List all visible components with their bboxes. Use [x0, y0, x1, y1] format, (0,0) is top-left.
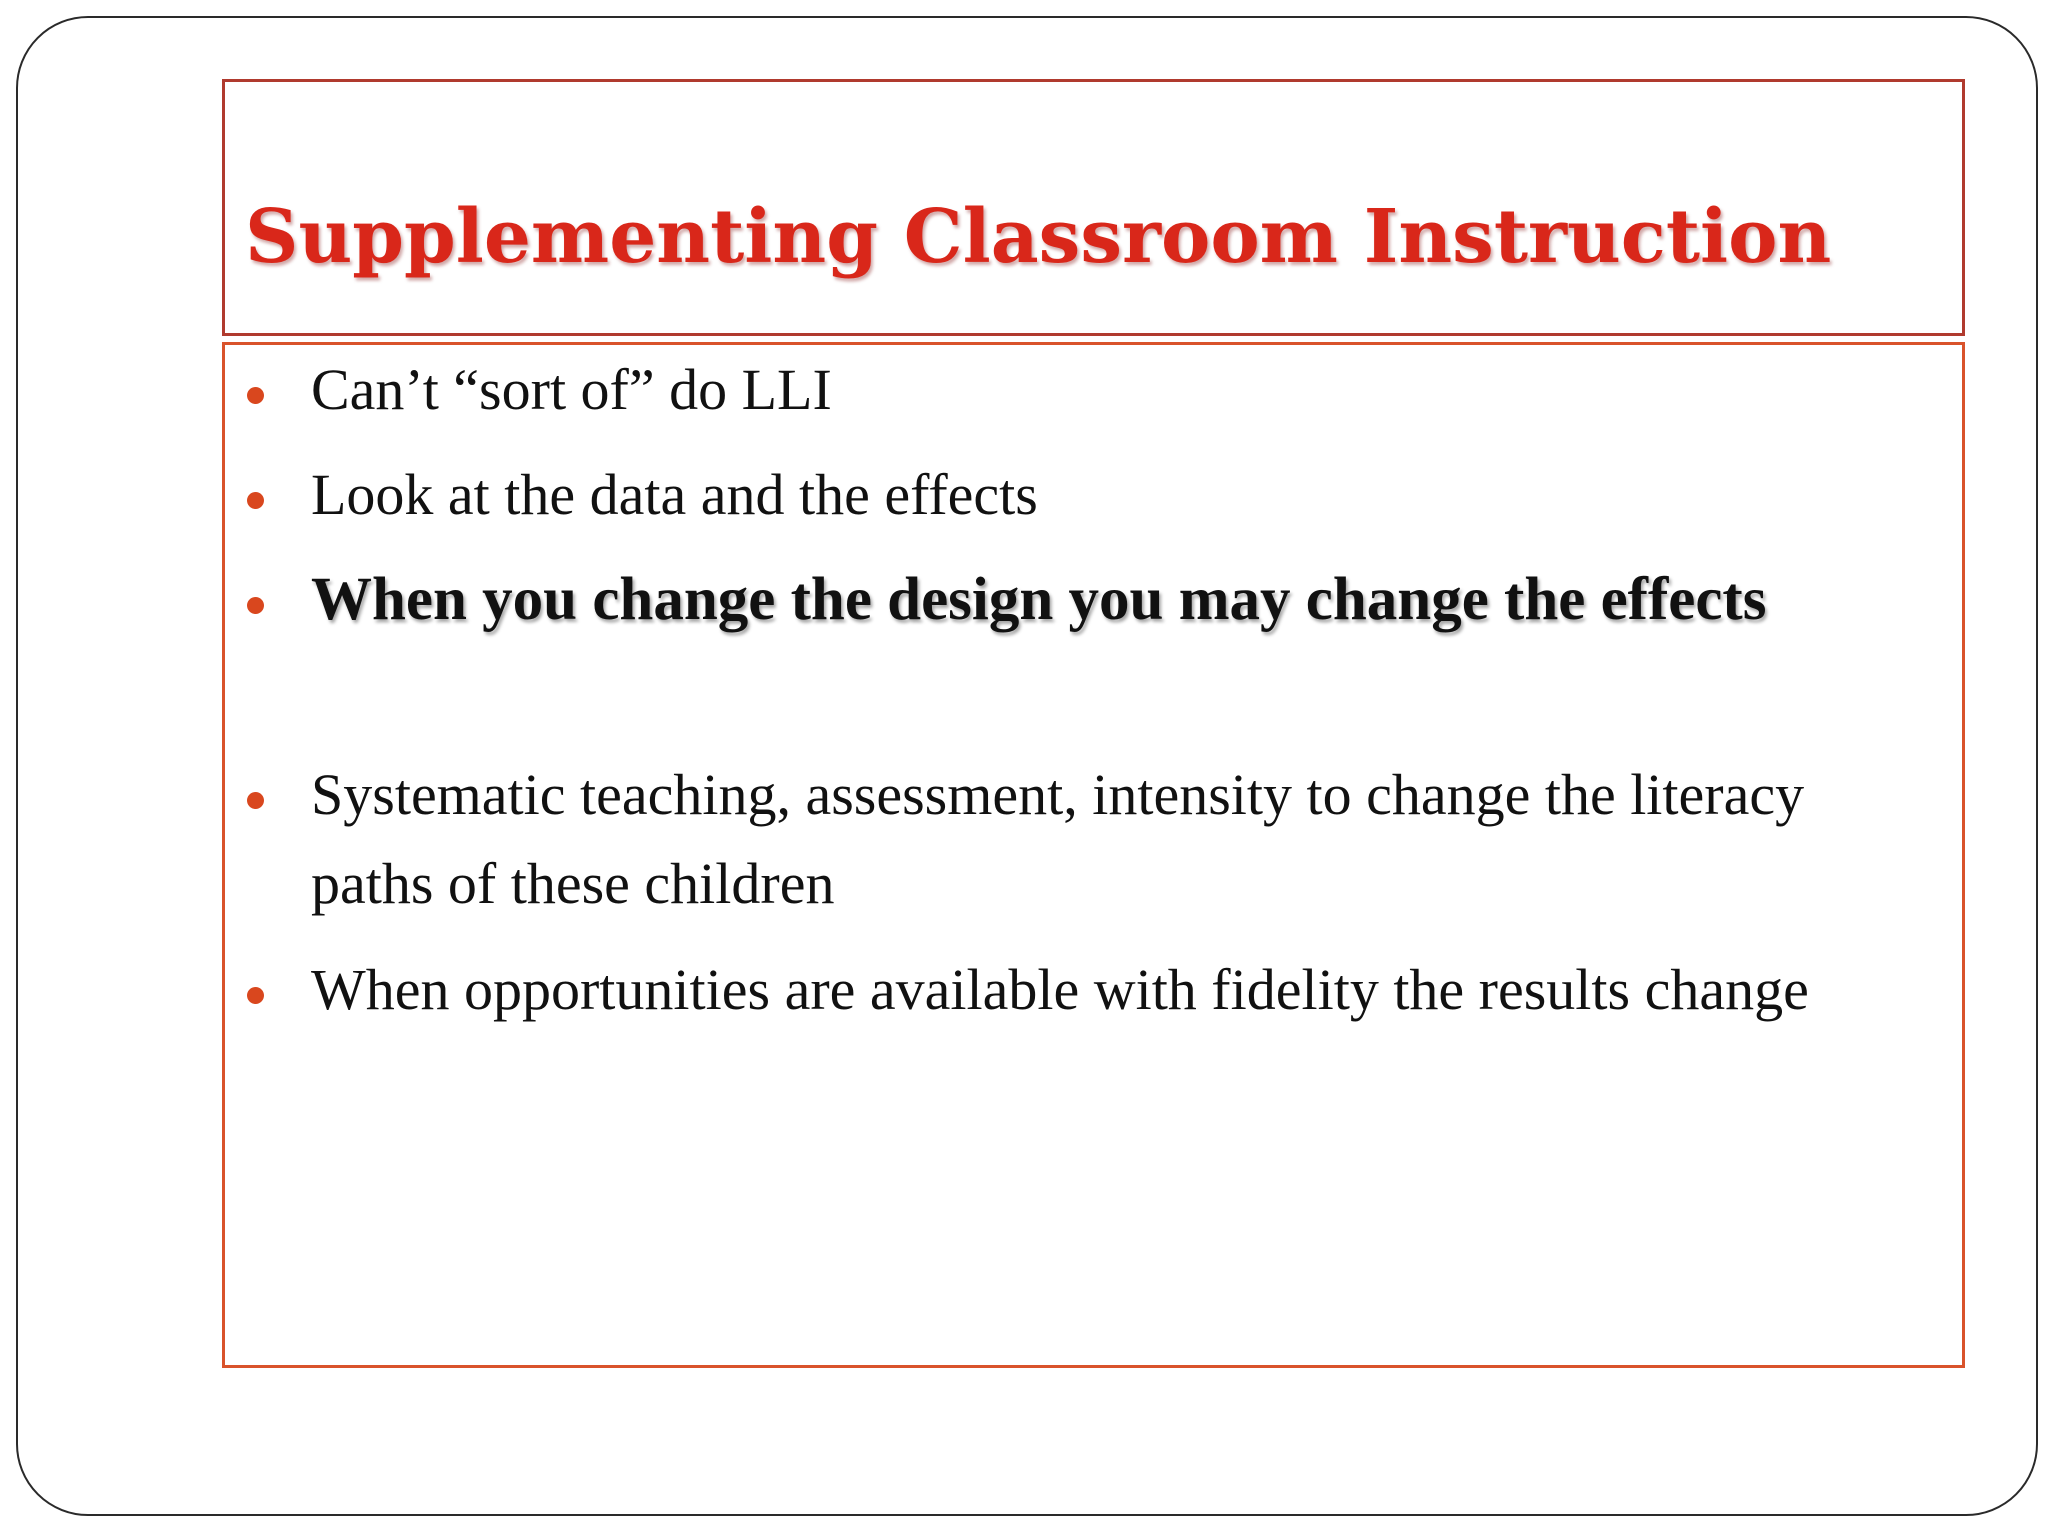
bullet-dot-icon — [247, 597, 264, 614]
bullet-text: Look at the data and the effects — [311, 462, 1038, 527]
bullet-text: When you change the design you may change the effects — [311, 566, 1767, 633]
bullet-dot-icon — [247, 387, 264, 404]
bullet-item — [247, 450, 1927, 539]
bullet-text: When opportunities are available with fidelity the results change — [311, 957, 1809, 1022]
slide-frame — [16, 16, 2038, 1516]
bullet-item — [247, 555, 1927, 644]
bullet-item — [247, 750, 1927, 928]
bullet-dot-icon — [247, 792, 264, 809]
bullet-dot-icon — [247, 987, 264, 1004]
title-box — [222, 79, 1965, 336]
slide-title: Supplementing Classroom Instruction — [245, 194, 1832, 280]
bullet-item — [247, 945, 1927, 1034]
content-box — [222, 342, 1965, 1368]
bullet-text: Systematic teaching, assessment, intensity to change the literacy paths of these children — [311, 762, 1805, 916]
bullet-text: Can’t “sort of” do LLI — [311, 357, 832, 422]
bullet-item — [247, 345, 1927, 434]
bullet-dot-icon — [247, 492, 264, 509]
